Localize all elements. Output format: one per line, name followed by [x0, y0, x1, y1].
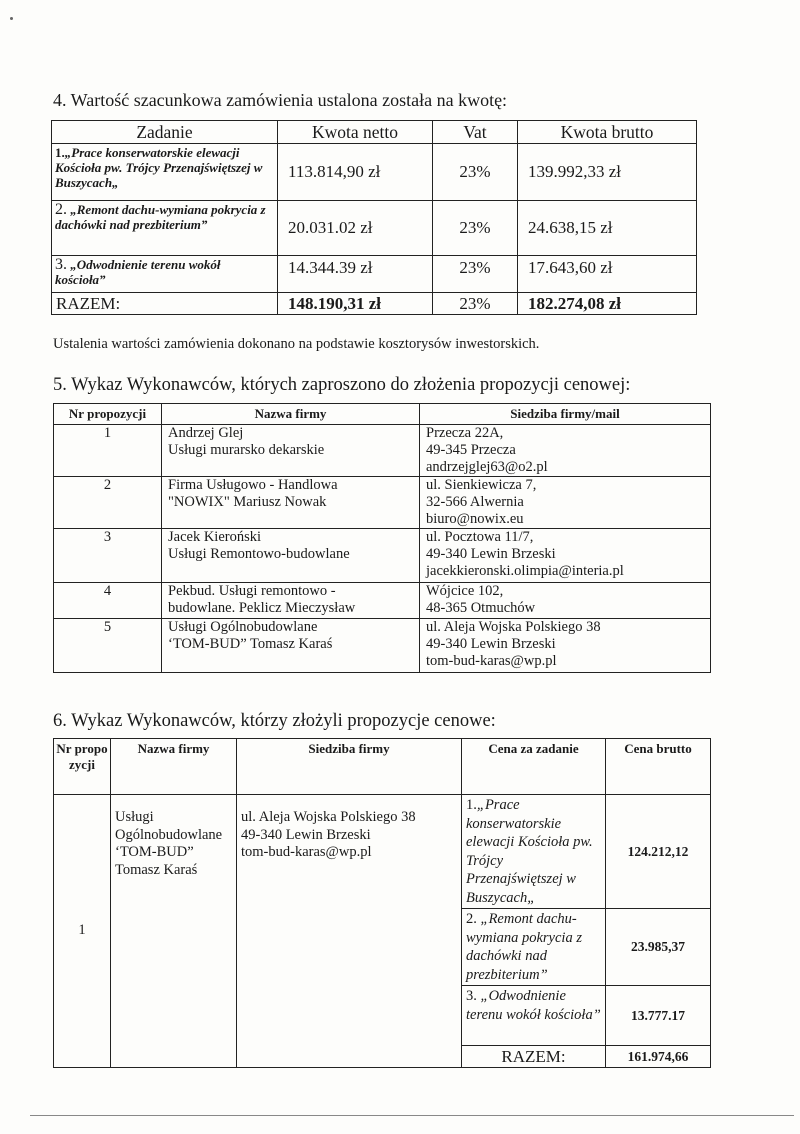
table-row [52, 201, 697, 256]
col-header-address: Siedziba firmy [237, 739, 462, 795]
table-row [52, 256, 697, 293]
total-price: 161.974,66 [606, 1046, 711, 1068]
net-cell: 14.344.39 zł [278, 256, 433, 293]
address-cell: ul. Aleja Wojska Polskiego 38 49-340 Lewin Brzeski tom-bud-karas@wp.pl [237, 795, 462, 1068]
total-vat: 23% [433, 293, 518, 315]
task-price: 23.985,37 [606, 909, 711, 986]
col-header-task: Zadanie [52, 121, 278, 144]
task-price: 124.212,12 [606, 795, 711, 909]
gross-cell: 17.643,60 zł [518, 256, 697, 293]
estimate-table [51, 120, 697, 315]
table-header-row [52, 121, 697, 144]
vat-cell: 23% [433, 201, 518, 256]
total-net: 148.190,31 zł [278, 293, 433, 315]
task-cell: 2. „Remont dachu-wymiana pokrycia z dachówki nad prezbiterium” [462, 909, 606, 986]
gross-cell: 24.638,15 zł [518, 201, 697, 256]
col-header-firm: Nazwa firmy [111, 739, 237, 795]
table-row [54, 425, 711, 477]
col-header-gross-price: Cena brutto [606, 739, 711, 795]
col-header-vat: Vat [433, 121, 518, 144]
total-row [52, 293, 697, 315]
section-5-heading: 5. Wykaz Wykonawców, których zaproszono do złożenia propozycji cenowej: [53, 375, 631, 395]
offer-number: 1 [54, 795, 111, 1068]
total-label: RAZEM: [52, 293, 278, 315]
col-header-net: Kwota netto [278, 121, 433, 144]
section-4-heading: 4. Wartość szacunkowa zamówienia ustalona została na kwotę: [53, 90, 508, 110]
total-gross: 182.274,08 zł [518, 293, 697, 315]
firm-cell: Usługi Ogólnobudowlane ‘TOM-BUD” Tomasz Karaś [162, 619, 420, 673]
table-row [54, 583, 711, 619]
firm-cell: Andrzej Glej Usługi murarsko dekarskie [162, 425, 420, 477]
row-number: 1 [54, 425, 162, 477]
col-header-task-price: Cena za zadanie [462, 739, 606, 795]
scan-speck [10, 17, 13, 20]
invited-contractors-table [53, 403, 711, 673]
table-row [54, 619, 711, 673]
address-cell: Wójcice 102, 48-365 Otmuchów [420, 583, 711, 619]
table-row [52, 144, 697, 201]
net-cell: 113.814,90 zł [278, 144, 433, 201]
task-cell: 3. „Odwodnienie terenu wokół kościoła” [52, 256, 278, 293]
firm-cell: Jacek Kieroński Usługi Remontowo-budowlane [162, 529, 420, 583]
table-header-row [54, 739, 711, 795]
task-cell: 1.„Prace konserwatorskie elewacji Kościoła pw. Trójcy Przenajświętszej w Buszycach„ [52, 144, 278, 201]
row-number: 2 [54, 477, 162, 529]
task-cell: 2. „Remont dachu-wymiana pokrycia z dachówki nad prezbiterium” [52, 201, 278, 256]
row-number: 4 [54, 583, 162, 619]
firm-cell: Firma Usługowo - Handlowa "NOWIX" Mariusz Nowak [162, 477, 420, 529]
firm-cell: Usługi Ogólnobudowlane ‘TOM-BUD” Tomasz Karaś [111, 795, 237, 1068]
task-cell: 1.„Prace konserwatorskie elewacji Kościoła pw. Trójcy Przenajświętszej w Buszycach„ [462, 795, 606, 909]
address-cell: ul. Aleja Wojska Polskiego 38 49-340 Lewin Brzeski tom-bud-karas@wp.pl [420, 619, 711, 673]
address-cell: ul. Pocztowa 11/7, 49-340 Lewin Brzeski jacekkieronski.olimpia@interia.pl [420, 529, 711, 583]
col-header-firm: Nazwa firmy [162, 404, 420, 425]
col-header-nr: Nr propozycji [54, 404, 162, 425]
row-number: 5 [54, 619, 162, 673]
table-header-row [54, 404, 711, 425]
received-offers-table [53, 738, 711, 1068]
col-header-address: Siedziba firmy/mail [420, 404, 711, 425]
table-row [54, 795, 711, 909]
firm-cell: Pekbud. Usługi remontowo - budowlane. Peklicz Mieczysław [162, 583, 420, 619]
col-header-gross: Kwota brutto [518, 121, 697, 144]
scan-bottom-edge [30, 1115, 794, 1116]
address-cell: ul. Sienkiewicza 7, 32-566 Alwernia biuro@nowix.eu [420, 477, 711, 529]
table-row [54, 529, 711, 583]
row-number: 3 [54, 529, 162, 583]
estimate-note: Ustalenia wartości zamówienia dokonano na podstawie kosztorysów inwestorskich. [53, 336, 540, 352]
table-row [54, 477, 711, 529]
vat-cell: 23% [433, 256, 518, 293]
task-cell: 3. „Odwodnienie terenu wokół kościoła” [462, 986, 606, 1046]
gross-cell: 139.992,33 zł [518, 144, 697, 201]
col-header-nr: Nr propo zycji [54, 739, 111, 795]
vat-cell: 23% [433, 144, 518, 201]
section-6-heading: 6. Wykaz Wykonawców, którzy złożyli propozycje cenowe: [53, 711, 496, 731]
total-label: RAZEM: [462, 1046, 606, 1068]
task-price: 13.777.17 [606, 986, 711, 1046]
net-cell: 20.031.02 zł [278, 201, 433, 256]
address-cell: Przecza 22A, 49-345 Przecza andrzejglej63@o2.pl [420, 425, 711, 477]
